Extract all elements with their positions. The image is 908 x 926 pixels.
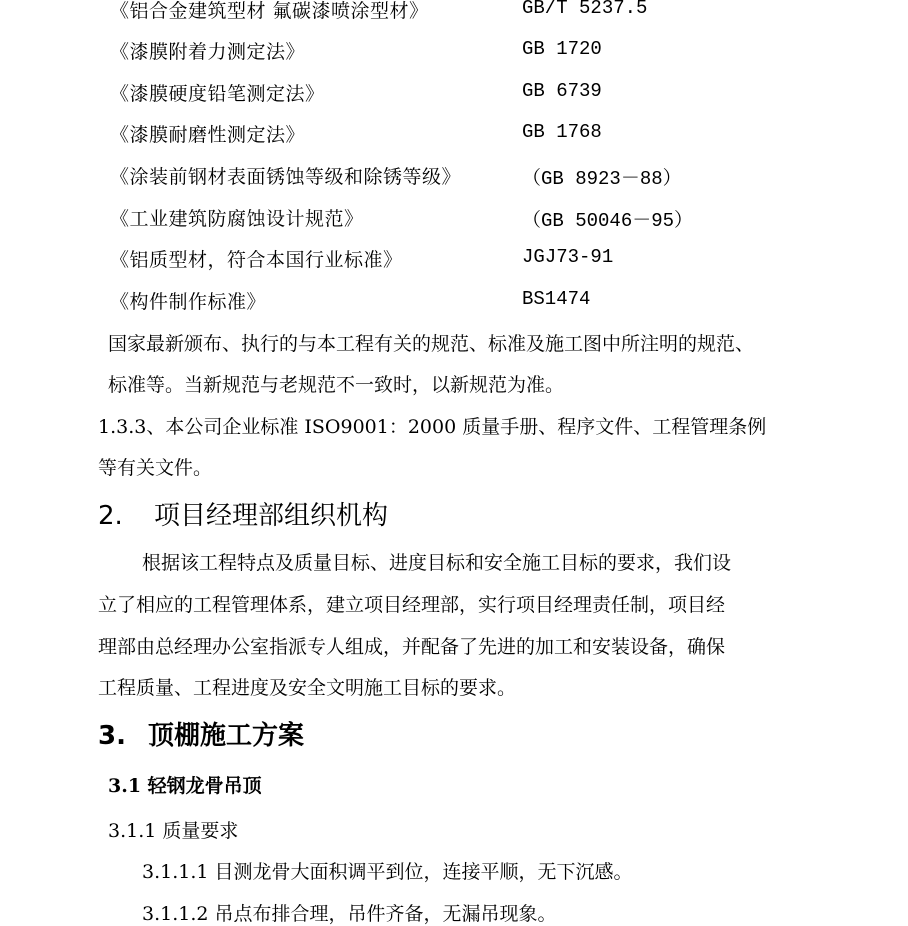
standard-name: 《铝合金建筑型材 氟碳漆喷涂型材》 bbox=[110, 0, 429, 22]
standard-code: （GB 50046－95） bbox=[522, 210, 694, 232]
standard-name: 《漆膜耐磨性测定法》 bbox=[110, 124, 306, 146]
section-heading bbox=[98, 495, 388, 532]
standard-name: 《漆膜附着力测定法》 bbox=[110, 41, 306, 63]
standard-code: GB 1720 bbox=[522, 38, 602, 60]
section-title: 项目经理部组织机构 bbox=[154, 501, 389, 531]
standard-code: JGJ73-91 bbox=[522, 246, 614, 268]
standard-name: 《漆膜硬度铅笔测定法》 bbox=[110, 83, 325, 105]
standard-name: 《构件制作标准》 bbox=[110, 291, 267, 313]
requirement-item: 3.1.1.1 目测龙骨大面积调平到位，连接平顺，无下沉感。 bbox=[142, 861, 633, 883]
body-line: 理部由总经理办公室指派专人组成，并配备了先进的加工和安装设备，确保 bbox=[98, 636, 726, 658]
subsection-heading: 3.1.1 质量要求 bbox=[108, 820, 239, 842]
national-standards-line: 标准等。当新规范与老规范不一致时，以新规范为准。 bbox=[108, 374, 565, 396]
body-line: 工程质量、工程进度及安全文明施工目标的要求。 bbox=[98, 677, 517, 699]
body-line: 根据该工程特点及质量目标、进度目标和安全施工目标的要求，我们设 bbox=[142, 552, 732, 574]
subsection-heading: 3.1 轻钢龙骨吊顶 bbox=[108, 775, 262, 797]
standard-name: 《涂装前钢材表面锈蚀等级和除锈等级》 bbox=[110, 166, 462, 188]
standard-code: GB/T 5237.5 bbox=[522, 0, 648, 19]
company-standards-line: 等有关文件。 bbox=[98, 457, 213, 479]
requirement-item: 3.1.1.2 吊点布排合理，吊件齐备，无漏吊现象。 bbox=[142, 903, 557, 925]
standard-code: BS1474 bbox=[522, 288, 591, 310]
section-heading bbox=[98, 715, 304, 752]
section-number: 3. bbox=[98, 721, 126, 751]
standard-name: 《工业建筑防腐蚀设计规范》 bbox=[110, 208, 364, 230]
company-standards-line: 1.3.3、本公司企业标准 ISO9001：2000 质量手册、程序文件、工程管理条例 bbox=[98, 416, 767, 438]
standard-code: GB 6739 bbox=[522, 80, 602, 102]
section-number: 2. bbox=[98, 501, 123, 531]
section-title: 顶棚施工方案 bbox=[148, 721, 305, 751]
body-line: 立了相应的工程管理体系，建立项目经理部，实行项目经理责任制，项目经 bbox=[98, 594, 726, 616]
national-standards-line: 国家最新颁布、执行的与本工程有关的规范、标准及施工图中所注明的规范、 bbox=[108, 333, 755, 355]
standard-code: GB 1768 bbox=[522, 121, 602, 143]
standard-name: 《铝质型材，符合本国行业标准》 bbox=[110, 249, 403, 271]
standard-code: （GB 8923－88） bbox=[522, 168, 682, 190]
